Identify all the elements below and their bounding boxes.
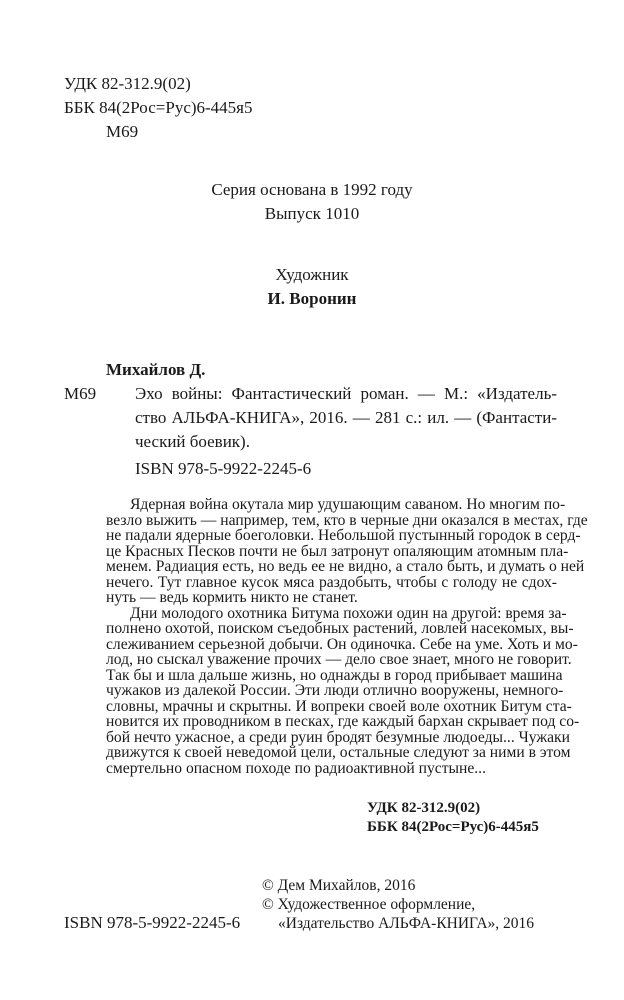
annotation-line: не падали ядерные боеголовки. Небольшой пустынный городок в серд- [106, 527, 581, 544]
series-founded: Серия основана в 1992 году [211, 180, 413, 199]
annotation-line: нечего. Тут главное кусок мяса раздобыть, чтобы с голоду не сдох- [106, 573, 557, 591]
footer-bbk: ББК 84(2Рос=Рус)6-445я5 [367, 819, 539, 835]
annotation-line: нуть — ведь кормить никто не станет. [106, 589, 358, 606]
author-mark: М69 [106, 122, 139, 141]
footer-isbn: ISBN 978-5-9922-2245-6 [64, 913, 241, 932]
annotation-line: бой нечто ужасное, а среди руин бродят безумные людоеды... Чужаки [106, 728, 570, 746]
annotation-line: полнено охотой, поиском съедобных растений, ловлей насекомых, вы- [106, 620, 574, 637]
annotation-line: слеживанием серьезной добычи. Он одиночка. Себе на уме. Хоть и мо- [106, 635, 578, 653]
bib-mark: М69 [64, 384, 97, 403]
annotation-line: словны, мрачны и скрытны. И вопреки своей воле охотник Битум ста- [106, 697, 572, 715]
annotation-line: менем. Радиация есть, но ведь ее не видно, а стало быть, и думать о ней [106, 558, 585, 575]
bbk-code: ББК 84(2Рос=Рус)6-445я5 [64, 98, 253, 117]
bib-isbn: ISBN 978-5-9922-2245-6 [135, 459, 312, 478]
bib-author: Михайлов Д. [106, 360, 206, 379]
udk-code: УДК 82-312.9(02) [64, 74, 191, 93]
bib-line: ческий боевик). [135, 432, 250, 451]
footer-udk: УДК 82-312.9(02) [367, 800, 481, 816]
annotation-line: Дни молодого охотника Битума похожи один на другой: время за- [130, 604, 567, 622]
series-issue: Выпуск 1010 [264, 204, 360, 223]
annotation-line: движутся к своей неведомой цели, остальные следуют за ними в этом [106, 744, 571, 761]
bib-line: ство АЛЬФА-КНИГА», 2016. — 281 с.: ил. — (Фантасти- [135, 408, 557, 427]
annotation-line: лод, но сыскал уважение прочих — дело свое знает, много не говорит. [106, 651, 572, 668]
artist-label: Художник [275, 265, 349, 284]
annotation-line: смертельно опасном походе по радиоактивной пустыне... [106, 759, 486, 777]
artist-name: И. Воронин [267, 289, 357, 308]
annotation-line: чужаков из далекой России. Эти люди отлично вооружены, немного- [106, 682, 564, 699]
bib-line: Эхо войны: Фантастический роман. — М.: «Издатель- [135, 384, 557, 403]
annotation-line: Ядерная война окутала мир удушающим саваном. Но многим по- [130, 496, 566, 513]
annotation-line: новится их проводником в песках, где каждый бархан скрывает под со- [106, 713, 580, 730]
copyright-publisher: «Издательство АЛЬФА-КНИГА», 2016 [278, 915, 535, 932]
annotation-line: везло выжить — например, тем, кто в черные дни оказался в местах, где [106, 511, 588, 529]
annotation-line: це Красных Песков почти не был затронут опаляющим атомным пла- [106, 542, 569, 560]
copyright-design: © Художественное оформление, [262, 896, 476, 913]
copyright-author: © Дем Михайлов, 2016 [262, 877, 416, 894]
annotation-line: Так бы и шла дальше жизнь, но однажды в город прибывает машина [106, 666, 563, 684]
